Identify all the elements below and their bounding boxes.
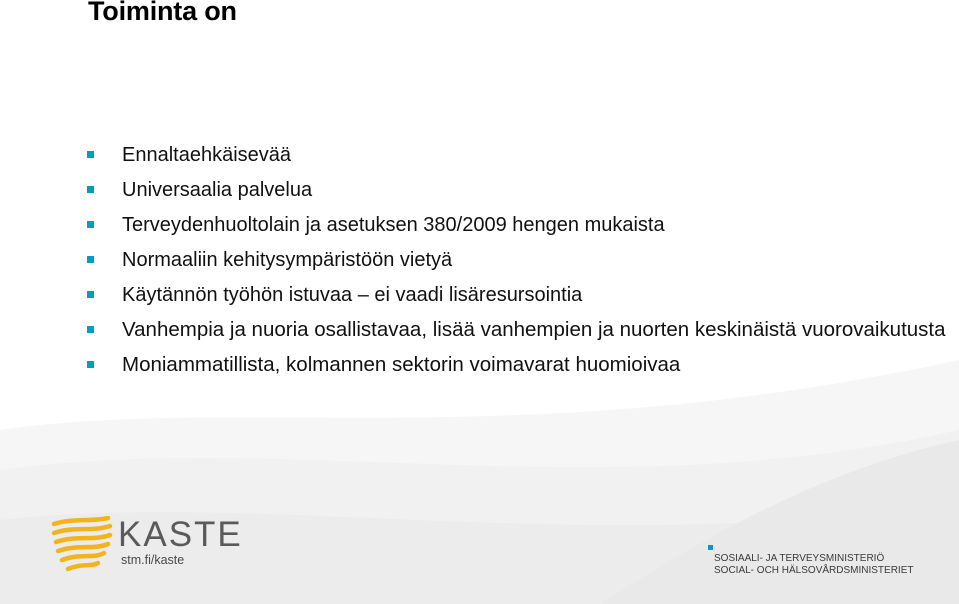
bullet-text: Käytännön työhön istuvaa – ei vaadi lisäresursointia <box>122 284 583 306</box>
list-item <box>87 283 947 307</box>
kaste-logo-text: KASTE <box>118 515 243 554</box>
list-item <box>87 353 947 377</box>
bullet-text: Moniammatillista, kolmannen sektorin voimavarat huomioivaa <box>122 353 681 376</box>
list-item <box>87 318 947 342</box>
bullet-text: Normaaliin kehitysympäristöön vietyä <box>122 249 453 271</box>
list-item <box>87 143 947 167</box>
slide-title: Toiminta on <box>88 0 237 26</box>
ministry-name-sv: SOCIAL- OCH HÄLSOVÅRDSMINISTERIET <box>714 565 914 576</box>
ministry-logo-mark-icon <box>708 545 713 550</box>
bullet-text: Terveydenhuoltolain ja asetuksen 380/2009 hengen mukaista <box>122 214 665 236</box>
bullet-list <box>87 143 947 388</box>
square-bullet-icon <box>87 291 94 298</box>
list-item <box>87 213 947 237</box>
list-item <box>87 178 947 202</box>
list-item <box>87 248 947 272</box>
bullet-text: Universaalia palvelua <box>122 179 313 201</box>
kaste-url: stm.fi/kaste <box>121 553 185 567</box>
ministry-logo <box>714 553 913 577</box>
square-bullet-icon <box>87 186 94 193</box>
ministry-name-fi: SOSIAALI- JA TERVEYSMINISTERIÖ <box>714 553 885 564</box>
square-bullet-icon <box>87 221 94 228</box>
bullet-text: Vanhempia ja nuoria osallistavaa, lisää vanhempien ja nuorten keskinäistä vuorovaikutusta <box>122 318 946 341</box>
bullet-text: Ennaltaehkäisevää <box>122 144 292 166</box>
square-bullet-icon <box>87 256 94 263</box>
square-bullet-icon <box>87 361 94 368</box>
square-bullet-icon <box>87 151 94 158</box>
square-bullet-icon <box>87 326 94 333</box>
